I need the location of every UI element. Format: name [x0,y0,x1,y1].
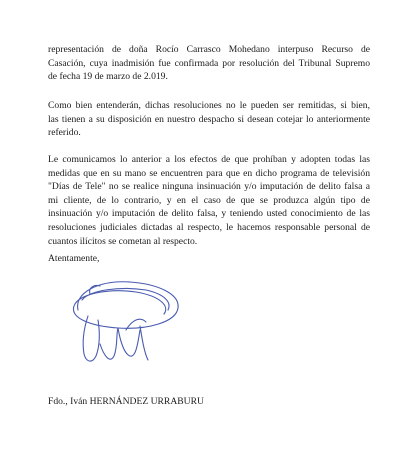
paragraph-casacion [48,43,370,84]
text-line: insinuación y/o imputación de delito falsa, y teniendo usted conocimiento de las [48,208,370,220]
signatory-name: Fdo., Iván HERNÁNDEZ URRABURU [48,396,204,407]
text-line: de fecha 19 de marzo de 2.019. [48,71,168,83]
text-line: cuantos ilícitos se cometan al respecto. [48,235,198,247]
text-line: Como bien entenderán, dichas resoluciones no le pueden ser remitidas, si bien, [48,100,370,111]
text-line: mi cliente, de lo contrario, y en el caso de que se produzca algún tipo de [48,194,370,206]
paragraph-disposicion [48,99,370,140]
paragraph-comunicamos [48,153,370,248]
handwritten-signature [60,270,190,380]
text-line: referido. [48,127,81,139]
text-line: resoluciones judiciales dictadas al respecto, le hacemos responsable personal de [48,221,370,233]
text-line: Casación, cuya inadmisión fue confirmada por resolución del Tribunal Supremo [48,57,370,69]
closing-salutation: Atentamente, [48,253,100,264]
text-line: las tienen a su disposición en nuestro despacho si desean cotejar lo anteriormente [48,113,370,125]
text-line: Le comunicamos lo anterior a los efectos de que prohíban y adopten todas las [48,154,370,165]
text-line: "Días de Tele" no se realice ninguna insinuación y/o imputación de delito falsa a [48,181,370,193]
text-line: representación de doña Rocío Carrasco Mohedano interpuso Recurso de [48,44,370,55]
text-line: medidas que en su mano se encuentren para que en dicho programa de televisión [48,167,370,179]
